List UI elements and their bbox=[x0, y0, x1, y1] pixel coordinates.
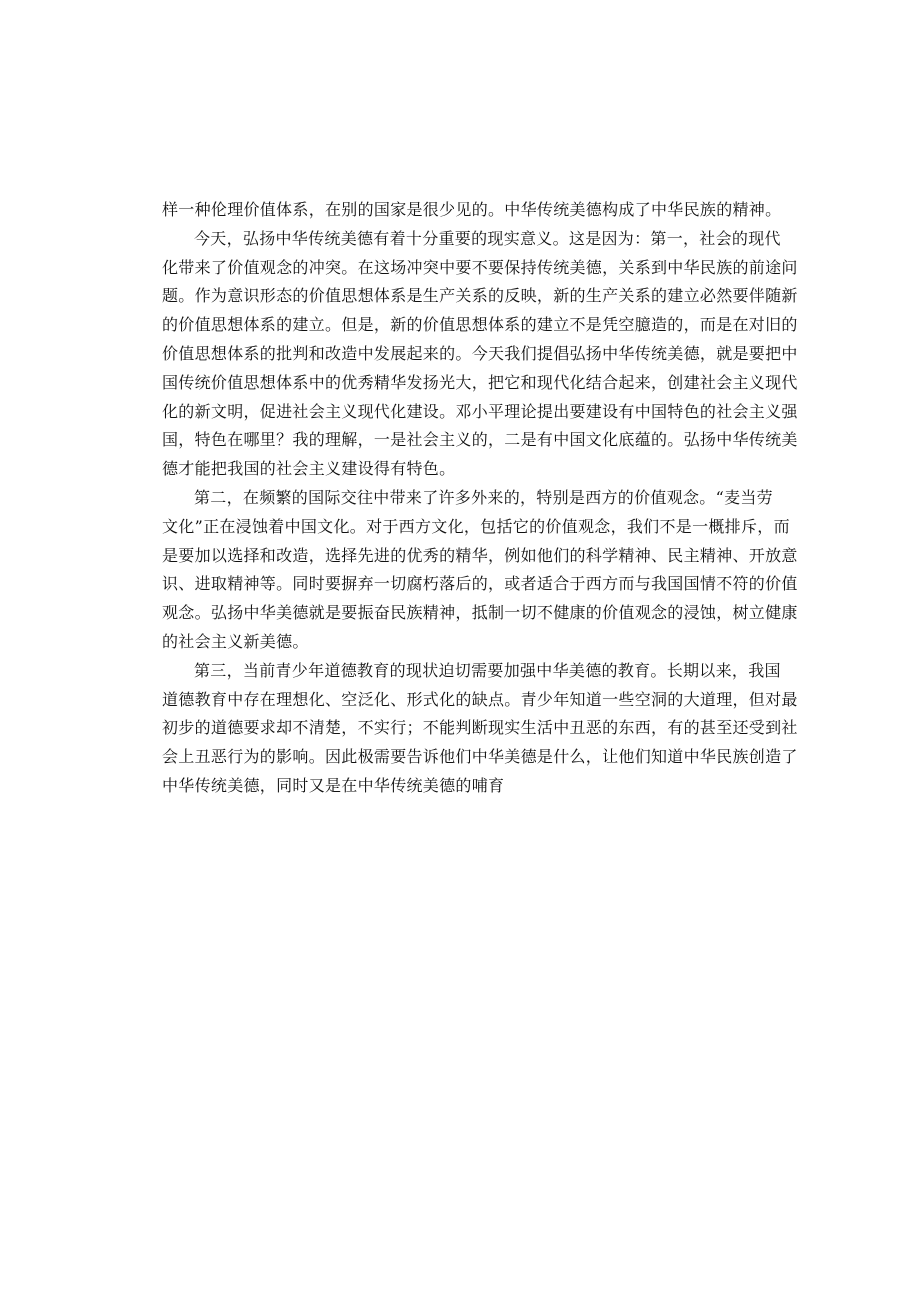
paragraph-4 bbox=[162, 657, 798, 801]
text-line: 第三，当前青少年道德教育的现状迫切需要加强中华美德的教育。长期以来，我国 bbox=[194, 660, 781, 680]
paragraph-3 bbox=[162, 484, 798, 657]
text-line: 化带来了价值观念的冲突。在这场冲突中要不要保持传统美德，关系到中华民族的前途问 bbox=[162, 257, 798, 277]
text-line: 化的新文明，促进社会主义现代化建设。邓小平理论提出要建设有中国特色的社会主义强 bbox=[162, 401, 798, 421]
text-line: 国传统价值思想体系中的优秀精华发扬光大，把它和现代化结合起来，创建社会主义现代 bbox=[162, 372, 798, 392]
text-line: 会上丑恶行为的影响。因此极需要告诉他们中华美德是什么，让他们知道中华民族创造了 bbox=[162, 747, 798, 767]
text-line: 初步的道德要求却不清楚，不实行；不能判断现实生活中丑恶的东西，有的甚至还受到社 bbox=[162, 718, 798, 738]
text-line: 第二，在频繁的国际交往中带来了许多外来的，特别是西方的价值观念。“麦当劳 bbox=[194, 487, 773, 507]
paragraph-2 bbox=[162, 225, 798, 484]
text-line: 价值思想体系的批判和改造中发展起来的。今天我们提倡弘扬中华传统美德，就是要把中 bbox=[162, 343, 798, 363]
text-line: 国，特色在哪里？我的理解，一是社会主义的，二是有中国文化底蕴的。弘扬中华传统美 bbox=[162, 430, 798, 450]
text-line: 样一种伦理价值体系，在别的国家是很少见的。中华传统美德构成了中华民族的精神。 bbox=[162, 200, 782, 219]
text-line: 题。作为意识形态的价值思想体系是生产关系的反映，新的生产关系的建立必然要伴随新 bbox=[162, 286, 798, 306]
text-line: 的价值思想体系的建立。但是，新的价值思想体系的建立不是凭空臆造的，而是在对旧的 bbox=[162, 315, 798, 335]
text-line: 是要加以选择和改造，选择先进的优秀的精华，例如他们的科学精神、民主精神、开放意 bbox=[162, 545, 798, 565]
text-line: 中华传统美德，同时又是在中华传统美德的哺育 bbox=[162, 775, 505, 795]
text-line: 文化”正在浸蚀着中国文化。对于西方文化，包括它的价值观念，我们不是一概排斥，而 bbox=[162, 516, 790, 536]
text-line: 道德教育中存在理想化、空泛化、形式化的缺点。青少年知道一些空洞的大道理，但对最 bbox=[162, 689, 798, 709]
text-line: 德才能把我国的社会主义建设得有特色。 bbox=[162, 459, 456, 479]
paragraph-1 bbox=[162, 196, 782, 225]
text-line: 的社会主义新美德。 bbox=[162, 631, 309, 651]
text-line: 识、进取精神等。同时要摒弃一切腐朽落后的，或者适合于西方而与我国国情不符的价值 bbox=[162, 574, 798, 594]
document-body bbox=[162, 196, 798, 801]
text-line: 今天，弘扬中华传统美德有着十分重要的现实意义。这是因为：第一，社会的现代 bbox=[194, 228, 781, 248]
text-line: 观念。弘扬中华美德就是要振奋民族精神，抵制一切不健康的价值观念的浸蚀，树立健康 bbox=[162, 603, 798, 623]
